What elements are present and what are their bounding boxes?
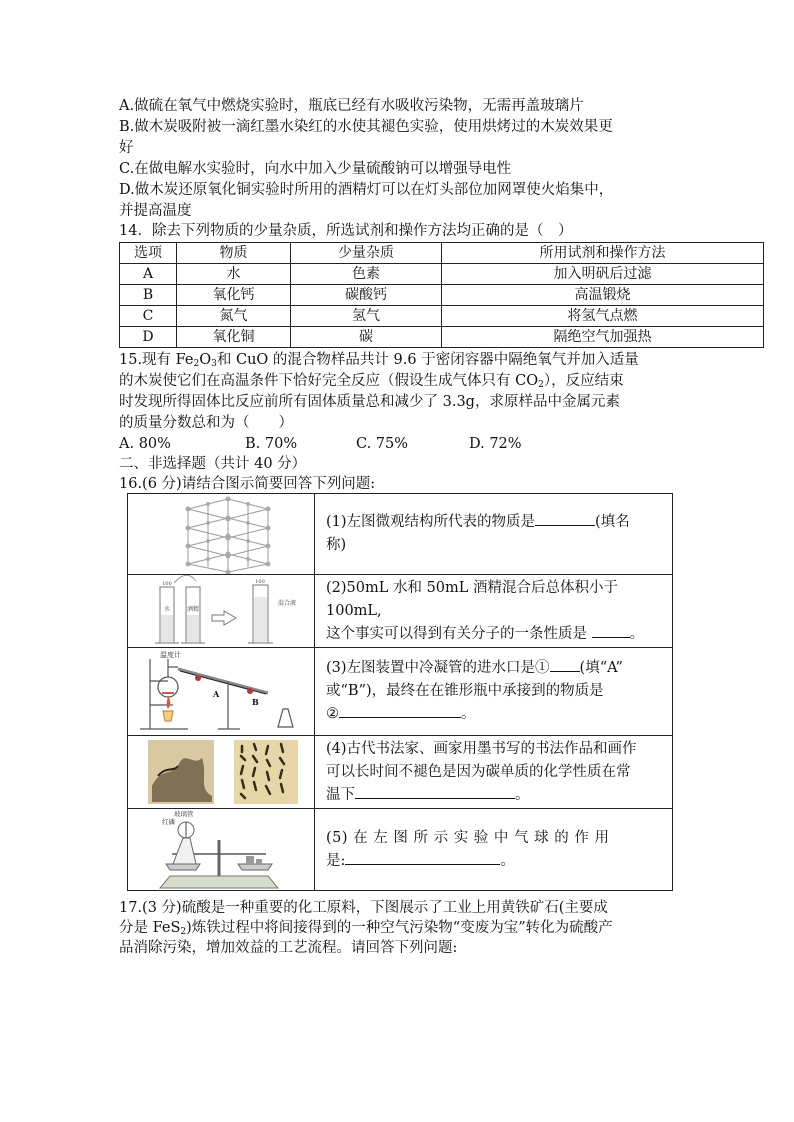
q16-2-part: 。 <box>629 625 645 642</box>
q15-text: 15.现有 Fe <box>119 352 194 368</box>
table-cell: 氧化钙 <box>177 285 291 306</box>
q15-choice-b: B. 70% <box>245 436 298 452</box>
subscript: 2 <box>538 380 544 390</box>
answer-blank <box>355 784 515 799</box>
q15-choice-c: C. 75% <box>356 436 409 452</box>
cylinder-scale-label: 100 <box>255 579 265 585</box>
q13-option-d-line2: 并提高温度 <box>119 203 192 219</box>
section-heading: 二、非选择题（共计 40 分） <box>119 456 307 472</box>
table-row <box>128 736 673 809</box>
q16-2-text <box>315 575 673 648</box>
q16-5-part: 是: <box>326 852 346 869</box>
q16-4-part: 。 <box>515 786 530 803</box>
crystal-structure-image <box>128 494 315 575</box>
subscript: 2 <box>180 927 187 937</box>
q14-header-option: 选项 <box>120 243 177 264</box>
q16-4-part: 可以长时间不褪色是因为碳单质的化学性质在常 <box>326 763 631 780</box>
q16-1-part: (填名 <box>595 514 630 530</box>
red-phosphorus-label: 红磷 <box>162 817 175 826</box>
q14-header-substance: 物质 <box>177 243 291 264</box>
q14-table-header <box>120 243 764 264</box>
q15-line1 <box>119 350 639 370</box>
table-cell: 色素 <box>291 264 442 285</box>
q15-choice-d: D. 72% <box>469 436 522 452</box>
q13-option-d-line1: D.做木炭还原氧化铜实验时所用的酒精灯可以在灯头部位加网罩使火焰集中， <box>119 182 614 198</box>
table-cell: A <box>120 264 177 285</box>
q16-1-part: 称) <box>326 537 347 553</box>
label-a: A <box>213 688 220 699</box>
table-row <box>128 575 673 648</box>
ink-painting-calligraphy-image <box>128 736 315 809</box>
q17-line3: 品消除污染，增加效益的工艺流程。请回答下列问题: <box>119 940 458 956</box>
answer-blank <box>339 703 461 718</box>
q15-text: 和 CuO 的混合物样品共计 9.6 于密闭容器中隔绝氧气并加入适量 <box>216 352 639 368</box>
q16-1-part: (1)左图微观结构所代表的物质是 <box>326 514 536 530</box>
table-cell: B <box>120 285 177 306</box>
q14-stem: 14．除去下列物质的少量杂质，所选试剂和操作方法均正确的是（ ） <box>119 223 573 239</box>
q16-4-part: (4)古代书法家、画家用墨书写的书法作品和画作 <box>326 740 637 757</box>
water-label: 水 <box>163 606 171 613</box>
q15-text: 的木炭使它们在高温条件下恰好完全反应（假设生成气体只有 CO <box>119 373 539 389</box>
q13-option-b-line2: 好 <box>119 140 134 156</box>
table-cell: 高温锻烧 <box>442 285 764 306</box>
q17-line1: 17.(3 分)硫酸是一种重要的化工原料，下图展示了工业上用黄铁矿石(主要成 <box>119 900 608 916</box>
table-cell: 氮气 <box>177 306 291 327</box>
table-cell: 水 <box>177 264 291 285</box>
q15-line3: 时发现所得固体比反应前所有固体质量总和减少了 3.3g，求原样品中金属元素 <box>119 394 620 410</box>
cylinder-scale-label: 100 <box>162 581 172 587</box>
cylinders-mixing-image <box>128 575 315 648</box>
table-cell: 碳 <box>291 327 442 348</box>
q15-text: ），反应结束 <box>543 373 624 389</box>
table-cell: D <box>120 327 177 348</box>
subscript: 2 <box>193 359 200 369</box>
q16-2-part: 这个事实可以得到有关分子的一条性质是 <box>326 625 587 642</box>
subscript: 3 <box>211 359 217 369</box>
balance-experiment-image <box>128 809 315 891</box>
q15-text: O <box>199 352 212 368</box>
alcohol-label: 酒精 <box>186 606 200 613</box>
answer-blank <box>592 623 630 638</box>
q14-header-method: 所用试剂和操作方法 <box>442 243 764 264</box>
q16-3-text <box>315 648 673 736</box>
q16-stem: 16.(6 分)请结合图示简要回答下列问题: <box>119 476 376 492</box>
table-row <box>120 285 764 306</box>
table-row <box>120 306 764 327</box>
q16-3-part: (3)左图装置中冷凝管的进水口是① <box>326 660 550 676</box>
table-cell: 氢气 <box>291 306 442 327</box>
q15-line4: 的质量分数总和为（ ） <box>119 415 293 431</box>
q16-5-text <box>315 809 673 891</box>
table-cell: 氧化铜 <box>177 327 291 348</box>
q16-5-part: (5) 在 左 图 所 示 实 验 中 气 球 的 作 用 <box>326 829 610 846</box>
table-row <box>120 264 764 285</box>
q17-line2 <box>119 918 613 938</box>
distillation-apparatus-image <box>128 648 315 736</box>
answer-blank <box>535 511 595 526</box>
table-cell: 加入明矾后过滤 <box>442 264 764 285</box>
q17-text: 分是 FeS <box>119 920 181 936</box>
table-cell: 隔绝空气加强热 <box>442 327 764 348</box>
q16-3-part: (填“A” <box>579 660 623 676</box>
q13-option-a: A.做硫在氧气中燃烧实验时，瓶底已经有水吸收污染物，无需再盖玻璃片 <box>119 98 584 114</box>
q16-4-text <box>315 736 673 809</box>
table-cell: 碳酸钙 <box>291 285 442 306</box>
table-row <box>128 494 673 575</box>
table-row <box>128 648 673 736</box>
q16-3-part: ② <box>326 706 339 722</box>
answer-blank <box>550 657 580 672</box>
q13-option-c: C.在做电解水实验时，向水中加入少量硫酸钠可以增强导电性 <box>119 161 512 177</box>
q16-2-part: (2)50mL 水和 50mL 酒精混合后总体积小于 100mL, <box>326 579 619 619</box>
q14-table <box>119 242 764 348</box>
thermometer-label: 温度计 <box>160 650 181 659</box>
table-row <box>128 809 673 891</box>
table-cell: 将氢气点燃 <box>442 306 764 327</box>
answer-blank <box>345 850 500 865</box>
q17-text: )炼铁过程中将间接得到的一种空气污染物“变废为宝”转化为硫酸产 <box>186 920 613 936</box>
q16-1-text <box>315 494 673 575</box>
q13-option-b-line1: B.做木炭吸附被一滴红墨水染红的水使其褪色实验，使用烘烤过的木炭效果更 <box>119 119 613 135</box>
q16-table <box>127 493 673 891</box>
q15-line2 <box>119 371 624 391</box>
table-cell: C <box>120 306 177 327</box>
q14-header-impurity: 少量杂质 <box>291 243 442 264</box>
q16-4-part: 温下 <box>326 786 355 803</box>
q16-5-part: 。 <box>500 852 515 869</box>
glass-tube-label: 玻璃管 <box>174 809 194 818</box>
q16-3-part: 或“B”)，最终在在锥形瓶中承接到的物质是 <box>326 683 604 699</box>
q15-choices <box>119 434 522 454</box>
q16-3-part: 。 <box>461 706 476 722</box>
label-b: B <box>252 696 259 707</box>
q15-choice-a: A. 80% <box>119 436 171 452</box>
mixed-label: 混合液 <box>278 600 297 607</box>
table-row <box>120 327 764 348</box>
